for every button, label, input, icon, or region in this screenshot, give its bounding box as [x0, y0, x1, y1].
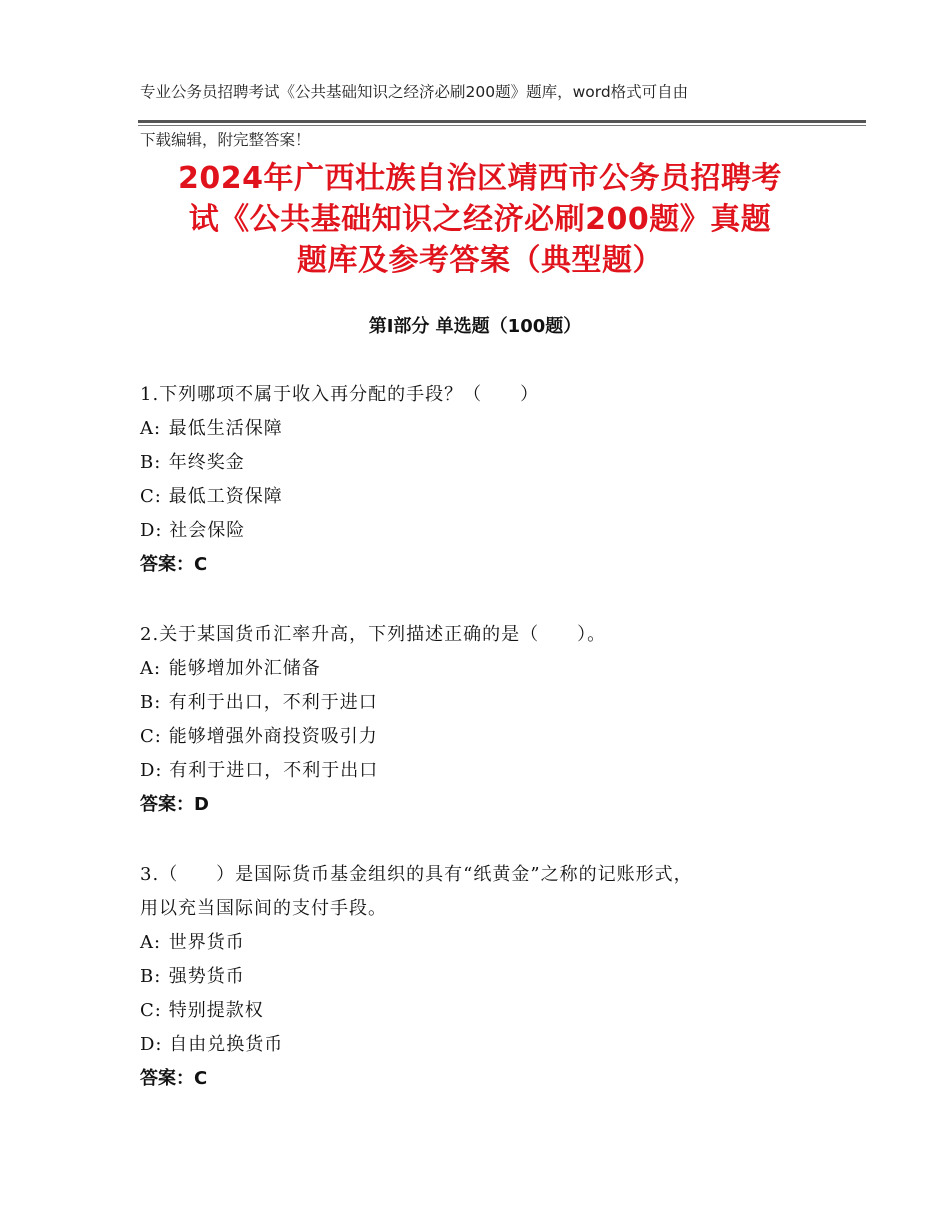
- option-letter: C:: [140, 486, 162, 507]
- option-c: [140, 480, 830, 514]
- option-a: [140, 652, 830, 686]
- question-1: [140, 378, 830, 582]
- option-letter: A:: [140, 658, 162, 679]
- option-b: [140, 446, 830, 480]
- question-stem: 关于某国货币汇率升高，下列描述正确的是（ ）。: [159, 624, 607, 645]
- question-text: [140, 858, 830, 892]
- question-text: [140, 378, 830, 412]
- answer: 答案：C: [140, 1068, 208, 1089]
- option-d: [140, 1028, 830, 1062]
- option-text: 自由兑换货币: [169, 1034, 284, 1055]
- option-text: 强势货币: [168, 966, 245, 987]
- option-text: 世界货币: [168, 932, 245, 953]
- option-text: 能够增加外汇储备: [168, 658, 321, 679]
- option-letter: B:: [140, 966, 162, 987]
- option-text: 有利于进口，不利于出口: [169, 760, 379, 781]
- option-letter: B:: [140, 692, 162, 713]
- question-number: 2.: [140, 624, 160, 645]
- option-letter: D:: [140, 760, 163, 781]
- question-stem: 下列哪项不属于收入再分配的手段？（ ）: [159, 384, 540, 405]
- option-text: 最低生活保障: [168, 418, 283, 439]
- option-d: [140, 754, 830, 788]
- header-note-line1: 专业公务员招聘考试《公共基础知识之经济必刷200题》题库，word格式可自由: [140, 83, 689, 101]
- header-note-line2: 下载编辑，附完整答案！: [140, 131, 311, 149]
- option-letter: D:: [140, 520, 163, 541]
- header-rule-thick: [138, 120, 866, 123]
- question-3: [140, 858, 830, 1096]
- title-line1: 2024年广西壮族自治区靖西市公务员招聘考: [178, 161, 782, 196]
- question-stem: （ ）是国际货币基金组织的具有“纸黄金”之称的记账形式，: [159, 864, 693, 885]
- option-letter: C:: [140, 1000, 162, 1021]
- question-text-continued: 用以充当国际间的支付手段。: [140, 898, 387, 919]
- header-rule-thin: [138, 125, 866, 126]
- document-title: [100, 158, 860, 281]
- question-number: 3.: [140, 864, 160, 885]
- title-line3: 题库及参考答案（典型题）: [297, 243, 663, 278]
- option-b: [140, 960, 830, 994]
- option-letter: D:: [140, 1034, 163, 1055]
- title-line2: 试《公共基础知识之经济必刷200题》真题: [188, 202, 772, 237]
- option-c: [140, 720, 830, 754]
- option-a: [140, 926, 830, 960]
- option-text: 能够增强外商投资吸引力: [168, 726, 378, 747]
- option-a: [140, 412, 830, 446]
- option-letter: B:: [140, 452, 162, 473]
- option-text: 社会保险: [169, 520, 246, 541]
- question-number: 1.: [140, 384, 160, 405]
- question-2: [140, 618, 830, 822]
- option-d: [140, 514, 830, 548]
- option-text: 有利于出口，不利于进口: [168, 692, 378, 713]
- option-b: [140, 686, 830, 720]
- option-c: [140, 994, 830, 1028]
- option-letter: A:: [140, 418, 162, 439]
- question-text: [140, 618, 830, 652]
- option-letter: A:: [140, 932, 162, 953]
- option-text: 最低工资保障: [168, 486, 283, 507]
- option-text: 特别提款权: [168, 1000, 264, 1021]
- option-text: 年终奖金: [168, 452, 245, 473]
- option-letter: C:: [140, 726, 162, 747]
- answer: 答案：C: [140, 554, 208, 575]
- answer: 答案：D: [140, 794, 209, 815]
- section-title: 第Ⅰ部分 单选题（100题）: [368, 316, 582, 337]
